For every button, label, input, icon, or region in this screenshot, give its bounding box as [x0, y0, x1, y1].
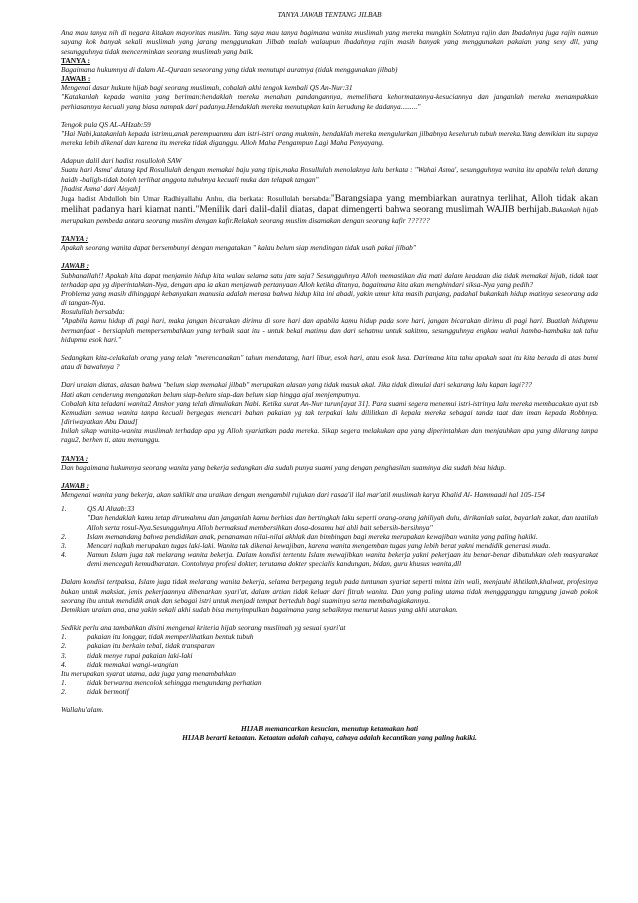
list-item-text: Islam memandang bahwa pendidikan anak, penanaman nilai-nilai akhlak dan bimbingan bagi mereka merupakan kewajiban wanita yang paling hakiki. [87, 531, 538, 541]
answer-1-quote-annur: "Katakanlah kepada wanita yang beriman:hendaklah mereka menahan pandangannya, memelihara kehormatannya-kesuciannya dan janganlah mereka menampakkan perhiasannya kecuali yang biasa nampak dari padanya.Hendaklah mereka menutupkan kain kerudung ke dadanya........." [61, 92, 598, 111]
extra-list [61, 678, 598, 696]
answer-3-paragraph-1: Mengenai wanita yang bekerja, akan saklikit ana uraikan dengan mengambil rujukan dari rasaa'il ilal mar'atil muslimah karya Khalid Al- Hammaadi hal 105-154 [61, 490, 545, 500]
list-item-number: 4. [61, 550, 67, 560]
list-item-text: tidak menye rupai pakaian laki-laki [87, 650, 193, 660]
question-3-label: TANYA : [61, 453, 89, 463]
list-item-number: 1. [61, 632, 67, 642]
document-title: TANYA JAWAB TENTANG JILBAB [277, 10, 382, 19]
list-item [61, 632, 598, 641]
list-item [61, 660, 598, 669]
list-item [61, 641, 598, 650]
intro-paragraph: Ana mau tanya nih di negara kitakan mayoritas muslim. Yang saya mau tanya bagimana wanita muslimah yang mereka mungkin Solatnya rajin dan Ibadahnya juga rajin namun sayang kok banyak sekali muslimah yang jarang menggunakan Jilbab malah walaupun ibadahnya rajin masih banyak yang menggunakan pakaian yang sexy dll, yang sesungguhnya tidak mencerminkan seorang muslimah yang baik. [61, 28, 598, 56]
list-item [61, 504, 598, 532]
answer-1-quote-ahzab: "Hai Nabi,katakanlah kepada istrimu,anak perempuanmu dan istri-istri orang mukmin, hendaklah mereka mengulurkan jilbabnya keseluruh tubuh mereka.Yang demikian itu supaya mereka lebih dikenal dan karena itu mereka tidak diganggu. Alloh Maha Pengampun Lagi Maha Penyayang. [61, 128, 598, 148]
criteria-intro: Sedikit perlu ana tambahkan disini mengenai kriteria hijab seorang muslimah yg sesuai syari'at [61, 623, 346, 633]
answer-2-sabda: Rosulullah bersabda: [61, 307, 125, 317]
answer-1-hadist-source: [hadist Asma' dari Aisyah] [61, 183, 141, 193]
list-item [61, 532, 598, 541]
list-item-text: QS Al Ahzab:33 "Dan hendaklah kamu tetap dirumahmu dan janganlah kamu berhias dan bertingkah laku seperti orang-orang jahiliyah dulu, dirikanlah salat, bayarlah zakat, dan taatilah Alloh serta rosul-Nya.Sesungguhnya Alloh bermaksud membersihkan dosa-dosamu hai ahli bait sebersih-bersihnya" [87, 504, 598, 532]
list-item [61, 550, 598, 568]
answer-2-paragraph-2: Problema yang masih dihinggapi kebanyakan manusia adalah merasa bahwa hidup kita ini abadi, yakin umur kita masih panjang, padahal bukankah hidup matinya seseorang ada di tangan-Nya. [61, 288, 598, 308]
answer-3-label: JAWAB : [61, 480, 90, 490]
answer-1-paragraph: Mengenai dasar hukum hijab bagi seorang muslimah, cobalah akhi tengok kembali QS An-Nur:31 [61, 83, 353, 93]
footer-line-2: HIJAB berarti ketaatan. Ketaatan adalah cahaya, cahaya adalah kecantikan yang paling hakiki. [182, 732, 477, 742]
list-item [61, 687, 598, 696]
extra-intro: Itu merupakan syarat utama, ada juga yang menambahkan [61, 668, 236, 678]
answer-2-paragraph-6: Dari uraian diatas, alasan bahwa "belum siap memakai jilbab" merupakan alasan yang tidak masuk akal. Jika tidak dimulai dari sekarang lalu kapan lagi??? [61, 380, 532, 390]
list-item-text: tidak bermotif [87, 687, 129, 697]
list-item-number: 4. [61, 659, 67, 669]
hadist-umar-intro: Juga hadist Abdulloh bin Umar Radhiyallahu Anhu, dia berkata: Rosullulah bersabda: [61, 193, 331, 203]
question-2-label: TANYA : [61, 234, 89, 244]
list-item-text: pakaian itu berkain tebal, tidak transparan [87, 641, 215, 651]
question-1-text: Bagaimana hukumnya di dalam AL-Quraan seseorang yang tidak menutupi auratnya (tidak menggunakan jilbab) [61, 64, 398, 74]
answer-3-paragraph-3: Demikian uraian ana, ana yakin sekali akhi sudah bisa menyimpulkan bagaimana yang sebaiknya menurut kasus yang akhi utarakan. [61, 604, 458, 614]
list-item-number: 1. [61, 678, 67, 688]
footer-line-1: HIJAB memancarkan kesucian, menutup ketamakan hati [241, 723, 418, 733]
list-item-number: 2. [61, 641, 67, 651]
answer-1-hadist-umar [61, 193, 598, 225]
list-item-number: 1. [61, 504, 67, 514]
answer-3-list [61, 504, 598, 568]
hadist-umar-quote: "Barangsiapa yang membiarkan auratnya terlihat, Alloh tidak akan melihat padanya hari kiamat nanti."Menilik dari dalil-dalil diatas, dapat dimengerti bahwa seorang muslimah WAJIB berhijab. [61, 192, 599, 216]
answer-2-paragraph-7: Hati akan cenderung mengatakan belum siap-belum siap-dan belum siap hingga ajal menjemputnya. [61, 389, 361, 399]
list-item-text: tidak memakai wangi-wangian [87, 659, 179, 669]
answer-2-paragraph-8: Cobalah kita teladani wanita2 Anshor yang telah dimuliakan Nabi. Ketika surat An-Nur turun[ayat 31]. Para suami segera menemui istri-istrinya lalu mereka membacakan ayat tsb Kemudian semua wanita tanpa kecuali bergegas mencari bahan pakaian yg tak terpakai lalu dililitkan di kepala mereka sebagai tanda taat dan iman kepada Robbnya.[diriwayatkan Abu Daud] [61, 398, 598, 427]
answer-2-label: JAWAB : [61, 261, 90, 271]
question-1-label: TANYA : [61, 55, 90, 65]
answer-3-paragraph-2: Dalam kondisi tertpaksa, Islam juga tidak melarang wanita bekerja, selama berpegang teguh pada tuntunan syariat seperti minta izin wali, menjauhi ikhtilath,khalwat, profesinya bukan untuk maksiat, jenis pekerjaannya dibenarkan syari'at, dalam artian tidak keluar dari fitrah wanita. Dan yang paling utama tidak menggganggu tanggung jawab pokok seorang ibu untuk mendidik anak dan sebagai istri untuk menjadi tempat berteduh bagi suaminya serta membahagiakannya. [61, 577, 598, 605]
answer-2-paragraph-5: Sedangkan kita-celakalah orang yang telah "merencanakan" tahun mendatang, hari libur, esok hari, atau esok lusa. Darimana kita tahu apakah saat itu kita berada di atas bumi atau di bawahnya ? [61, 352, 598, 372]
document-page [61, 10, 598, 742]
list-item-number: 2. [61, 531, 67, 541]
list-item-text: tidak berwarna mencolok sehingga mengundang perhatian [87, 678, 262, 688]
list-item [61, 651, 598, 660]
list-item [61, 541, 598, 550]
criteria-list [61, 632, 598, 669]
list-item-text: Namun Islam juga tak melarang wanita bekerja. Dalam kondisi tertentu Islam mewajibkan wanita bekerja yakni pekerjaan itu benar-benar dibutuhkan oleh masyarakat demi mencegah kemudharatan. Contohnya profesi dokter, terutama dokter specialis kandungan, bidan, guru khusus wanita,dll [87, 550, 598, 569]
hadist-umar-conclusion: Bukankah hijab merupakan pembeda antara seorang muslim dengan kafir.Relakah seorang muslim disamakan dengan seorang kafir ?????? [61, 205, 599, 225]
list-item-number: 2. [61, 687, 67, 697]
question-2-text: Apakah seorang wanita dapat bersembunyi dengan mengatakan " kalau belum siap mendingan tidak usah pakai jilbab" [61, 243, 416, 253]
answer-2-quote: "Apabila kamu hidup di pagi hari, maka jangan bicarakan dirimu di sore hari dan apabila kamu hidup pada sore hari, jangan bicarakan dirimu di pagi hari. Buatlah hidupmu bermanfaat - bersiaplah mempersembahkan yang terbaik saat itu - untuk bekal matimu dan dari sehatmu untuk sakitmu, sesungguhnya engkau wahai hamba-hambaku tak tahu hidupmu esok hari." [61, 316, 598, 344]
closing-text: Wallahu'alam. [61, 705, 104, 715]
answer-1-hadist-intro: Adapun dalil dari hadist rosulloloh SAW [61, 156, 182, 166]
list-item-number: 3. [61, 540, 67, 550]
answer-2-paragraph-1: Subhanallah!! Apakah kita dapat menjamin hidup kita walau selama satu jam saja? Sesungguhnya Alloh memastikan dia mati dalam keadaan dia tidak memakai hijab, tidak taat terhadap apa yg diperintahkan-Nya, dengan apa ia akan menjawab pertanyaan Alloh ketika ditanya, bagaimana kita akan menghindari siksa-Nya yang pedih? [61, 270, 598, 289]
list-item [61, 678, 598, 687]
list-item-text: pakaian itu longgar, tidak memperlihatkan bentuk tubuh [87, 632, 254, 642]
list-item-text: Mencari nafkah merupakan tugas laki-laki. Wanita tak dikenai kewajiban, karena wanita mengemban tugas yang lebih berat yakni mendidik generasi muda. [87, 540, 551, 550]
list-item-number: 3. [61, 650, 67, 660]
answer-1-hadist-asma: Suatu hari Asma' datang kpd Rosullulah dengan memakai baju yang tipis,maka Rosullulah menolaknya lalu berkata : "Wahai Asma', sesungguhnya wanita itu apabila telah datang haidh -baligh-tidak boleh terlihat anggota tubuhnya kecuali muka dan telapak tangan" [61, 165, 598, 184]
answer-1-label: JAWAB : [61, 74, 91, 84]
answer-2-paragraph-9: Inilah sikap wanita-wanita muslimah terhadap apa yg Alloh syariatkan pada mereka. Sikap segera melakukan apa yang diperintahkan dan menjauhkan apa yang dilarang tanpa ragu2, berhen ti, atau menunggu. [61, 426, 598, 445]
answer-1-ahzab-ref: Tengok pula QS AL-AHzab:59 [61, 119, 151, 129]
question-3-text: Dan bagaimana hukumnya seorang wanita yang bekerja sedangkan dia sudah punya suami yang dengan penghasilan suaminya dia sudah bisa hidup. [61, 462, 507, 472]
